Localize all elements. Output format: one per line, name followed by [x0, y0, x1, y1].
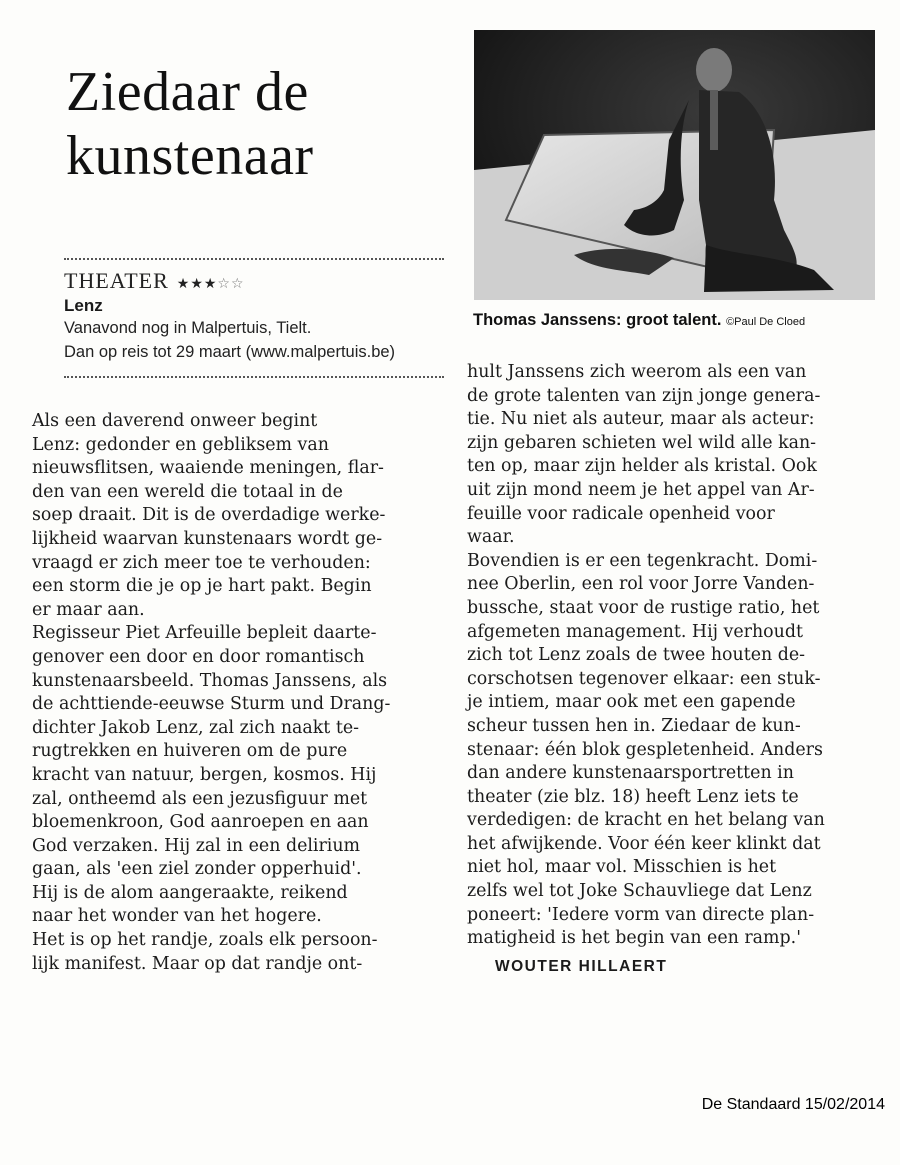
- text-line: nee Oberlin, een rol voor Jorre Vanden-: [467, 574, 815, 595]
- text-line: Het is op het randje, zoals elk persoon-: [32, 930, 378, 951]
- text-line: den van een wereld die totaal in de: [32, 481, 343, 502]
- text-line: stenaar: één blok gespletenheid. Anders: [467, 739, 823, 760]
- text-line: het afwijkende. Voor één keer klinkt dat: [467, 833, 821, 854]
- text-line: nieuwsflitsen, waaiende meningen, flar-: [32, 458, 384, 479]
- text-line: uit zijn mond neem je het appel van Ar-: [467, 479, 815, 500]
- play-title: Lenz: [64, 296, 103, 315]
- info-line: Dan op reis tot 29 maart (www.malpertuis.be): [64, 343, 396, 361]
- text-line: ten op, maar zijn helder als kristal. Ook: [467, 456, 817, 477]
- text-line: Regisseur Piet Arfeuille bepleit daarte-: [32, 623, 377, 644]
- text-line: tie. Nu niet als auteur, maar als acteur:: [467, 409, 815, 430]
- text-line: zelfs wel tot Joke Schauvliege dat Lenz: [467, 881, 812, 902]
- text-line: lijkheid waarvan kunstenaars wordt ge-: [32, 528, 383, 549]
- source-footer: De Standaard 15/02/2014: [701, 1096, 885, 1113]
- article-photo: [474, 30, 875, 300]
- section-label: THEATER: [64, 268, 169, 293]
- text-line: Hij is de alom aangeraakte, reikend: [32, 882, 348, 903]
- caption-text: Thomas Janssens: groot talent.: [473, 311, 722, 329]
- star-filled-icon: ★★★: [176, 276, 218, 292]
- text-line: dichter Jakob Lenz, zal zich naakt te-: [32, 717, 359, 738]
- text-line: dan andere kunstenaarsportretten in: [467, 763, 794, 784]
- divider-top: [64, 258, 444, 260]
- star-empty-icon: ☆☆: [217, 276, 245, 292]
- headline-line: Ziedaar de: [66, 61, 309, 123]
- photo-caption: [473, 311, 805, 330]
- text-line: God verzaken. Hij zal in een delirium: [32, 835, 361, 856]
- text-line: Als een daverend onweer begint: [32, 411, 318, 431]
- text-line: vraagd er zich meer toe te verhouden:: [32, 552, 371, 573]
- text-line: zijn gebaren schieten wel wild alle kan-: [467, 432, 817, 453]
- text-line: bussche, staat voor de rustige ratio, het: [467, 597, 820, 618]
- text-line: Bovendien is er een tegenkracht. Domi-: [467, 550, 818, 571]
- text-line: de achttiende-eeuwse Sturm und Drang-: [32, 694, 391, 715]
- body-column-right: [467, 361, 825, 978]
- text-line: niet hol, maar vol. Misschien is het: [467, 857, 777, 878]
- star-rating: [177, 276, 245, 292]
- text-line: kunstenaarsbeeld. Thomas Janssens, als: [32, 670, 388, 691]
- text-line: Lenz: gedonder en gebliksem van: [32, 434, 329, 455]
- headline-line: kunstenaar: [66, 125, 314, 187]
- article-headline: [66, 60, 446, 188]
- text-line: je intiem, maar ook met een gapende: [467, 692, 796, 713]
- section-header: [64, 268, 454, 294]
- text-line: lijk manifest. Maar op dat randje ont-: [32, 953, 363, 974]
- text-line: zich tot Lenz zoals de twee houten de-: [467, 645, 806, 666]
- text-line: een storm die je op je hart pakt. Begin: [32, 576, 372, 597]
- photo-actor-on-stage: [474, 30, 875, 300]
- text-line: poneert: 'Iedere vorm van directe plan-: [467, 904, 815, 925]
- text-line: de grote talenten van zijn jonge genera-: [467, 385, 821, 406]
- author-byline: WOUTER HILLAERT: [495, 957, 668, 975]
- text-line: corschotsen tegenover elkaar: een stuk-: [467, 668, 821, 689]
- text-line: zal, ontheemd als een jezusfiguur met: [32, 788, 368, 809]
- info-line: Vanavond nog in Malpertuis, Tielt.: [64, 319, 312, 337]
- text-line: genover een door en door romantisch: [32, 646, 365, 667]
- text-line: feuille voor radicale openheid voor: [467, 503, 775, 524]
- text-line: er maar aan.: [32, 599, 145, 620]
- text-line: theater (zie blz. 18) heeft Lenz iets te: [467, 786, 799, 807]
- text-line: hult Janssens zich weerom als een van: [467, 362, 807, 382]
- text-line: matigheid is het begin van een ramp.': [467, 928, 801, 949]
- text-line: verdedigen: de kracht en het belang van: [467, 810, 825, 831]
- text-line: waar.: [467, 527, 515, 548]
- text-line: soep draait. Dit is de overdadige werke-: [32, 505, 386, 526]
- review-info: [64, 268, 454, 364]
- text-line: rugtrekken en huiveren om de pure: [32, 741, 348, 762]
- body-column-left: [32, 410, 390, 976]
- text-line: naar het wonder van het hogere.: [32, 906, 322, 927]
- text-line: bloemenkroon, God aanroepen en aan: [32, 812, 369, 833]
- divider-bottom: [64, 376, 444, 378]
- text-line: gaan, als 'een ziel zonder opperhuid'.: [32, 859, 362, 880]
- text-line: afgemeten management. Hij verhoudt: [467, 621, 803, 642]
- photo-credit: ©Paul De Cloed: [726, 316, 806, 328]
- text-line: scheur tussen hen in. Ziedaar de kun-: [467, 715, 801, 736]
- text-line: kracht van natuur, bergen, kosmos. Hij: [32, 764, 377, 785]
